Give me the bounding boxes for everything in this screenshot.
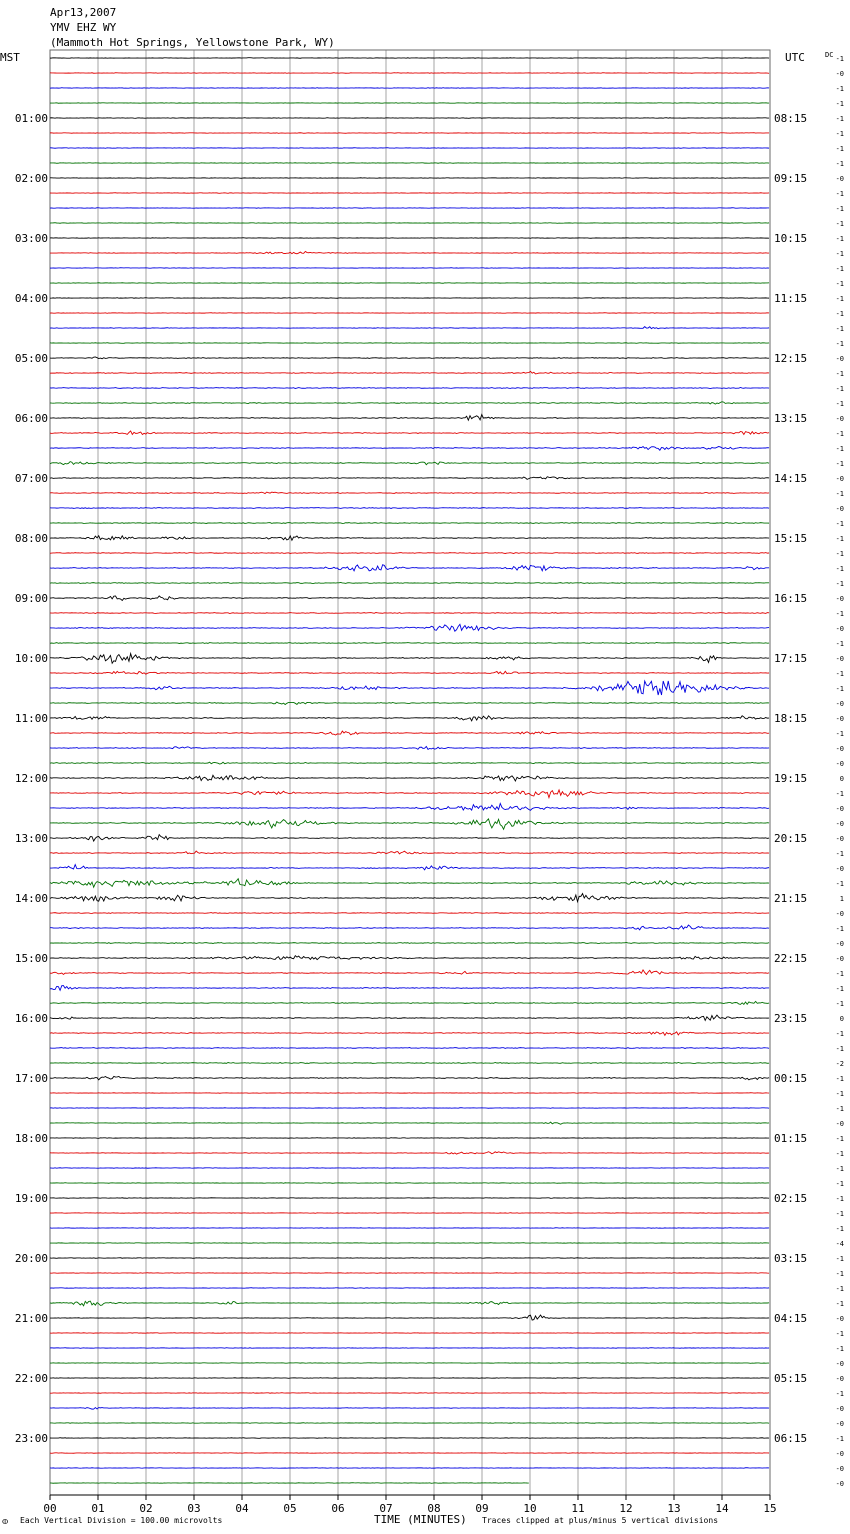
trace-line [50, 1243, 769, 1244]
utc-hour-label: 03:15 [774, 1252, 808, 1265]
trace-line [50, 582, 769, 583]
dc-offset-label: -0 [835, 1360, 844, 1368]
dc-offset-label: -1 [835, 130, 844, 138]
trace-line [50, 313, 769, 314]
clip-note: Traces clipped at plus/minus 5 vertical divisions [482, 1516, 719, 1525]
dc-offset-label: -1 [835, 310, 844, 318]
trace-line [50, 1333, 769, 1334]
mst-hour-labels [15, 112, 48, 1445]
mst-hour-label: 21:00 [14, 1312, 48, 1325]
dc-offset-label: -1 [835, 1345, 844, 1353]
trace-line [50, 1001, 769, 1004]
dc-offset-label: -0 [835, 760, 844, 768]
dc-offset-label: -1 [835, 280, 844, 288]
trace-line [50, 251, 769, 253]
utc-hour-label: 10:15 [774, 232, 808, 245]
trace-line [50, 1378, 769, 1379]
trace-line [50, 1108, 769, 1109]
dc-offset-label: -0 [835, 865, 844, 873]
trace-line [50, 1015, 769, 1020]
trace-line [50, 553, 769, 554]
trace-line [50, 208, 769, 209]
dc-offset-label: -0 [835, 820, 844, 828]
dc-offset-label: -0 [835, 835, 844, 843]
dc-offset-label: -0 [835, 595, 844, 603]
utc-hour-label: 21:15 [774, 892, 808, 905]
time-tick-label: 03 [187, 1502, 201, 1515]
dc-offset-label: -1 [835, 790, 844, 798]
trace-line [50, 775, 769, 781]
trace-line [50, 1093, 769, 1094]
trace-line [50, 790, 769, 798]
utc-hour-label: 15:15 [774, 532, 808, 545]
trace-line [50, 88, 769, 89]
utc-hour-label: 04:15 [774, 1312, 808, 1325]
dc-offset-label: -1 [835, 610, 844, 618]
utc-hour-label: 16:15 [774, 592, 808, 605]
trace-line [50, 1138, 769, 1139]
dc-offset-label: -1 [835, 1105, 844, 1113]
mst-hour-label: 12:00 [14, 772, 48, 785]
dc-offset-label: -0 [835, 1375, 844, 1383]
trace-line [50, 879, 769, 888]
time-tick-label: 08 [427, 1502, 441, 1515]
trace-line [50, 1183, 769, 1184]
dc-offset-label: -0 [835, 1420, 844, 1428]
dc-offset-label: -1 [835, 370, 844, 378]
mst-hour-label: 02:00 [14, 172, 48, 185]
trace-line [50, 223, 769, 224]
trace-line [50, 414, 769, 420]
dc-offset-label: -1 [835, 460, 844, 468]
dc-offset-label: -1 [835, 685, 844, 693]
trace-line [50, 268, 769, 269]
dc-offset-label: -1 [835, 580, 844, 588]
dc-offset-label: -1 [835, 1330, 844, 1338]
dc-offset-label: -1 [835, 1090, 844, 1098]
trace-line [50, 819, 769, 829]
dc-offset-header: DC [825, 51, 834, 59]
trace-line [50, 118, 769, 119]
dc-offset-label: -1 [835, 85, 844, 93]
dc-offset-label: -1 [835, 1075, 844, 1083]
dc-offset-label: -1 [835, 640, 844, 648]
mst-hour-label: 20:00 [14, 1252, 48, 1265]
mst-hour-label: 04:00 [14, 292, 48, 305]
trace-line [50, 508, 769, 509]
dc-offset-label: -0 [835, 475, 844, 483]
time-tick-label: 07 [379, 1502, 393, 1515]
dc-offset-label: -1 [835, 850, 844, 858]
time-tick-label: 09 [475, 1502, 489, 1515]
dc-offset-label: -1 [835, 1285, 844, 1293]
trace-line [50, 1438, 769, 1439]
trace-line [50, 681, 769, 695]
dc-offset-label: -0 [835, 715, 844, 723]
time-tick-label: 05 [283, 1502, 297, 1515]
trace-line [50, 970, 769, 975]
dc-offset-label: -1 [835, 190, 844, 198]
trace-line [50, 1408, 769, 1410]
dc-offset-label: -1 [835, 985, 844, 993]
utc-hour-label: 14:15 [774, 472, 808, 485]
dc-offset-label: -1 [835, 880, 844, 888]
plot-date: Apr13,2007 [50, 6, 117, 19]
dc-offset-label: -1 [835, 1165, 844, 1173]
dc-offset-label: -2 [835, 1060, 844, 1068]
mst-hour-label: 03:00 [14, 232, 48, 245]
utc-hour-label: 18:15 [774, 712, 808, 725]
utc-hour-label: 23:15 [774, 1012, 808, 1025]
dc-offset-label: -1 [835, 55, 844, 63]
dc-offset-label: -0 [835, 805, 844, 813]
trace-line [50, 956, 769, 960]
trace-line [50, 986, 769, 991]
dc-offset-label: -1 [835, 550, 844, 558]
utc-hour-label: 08:15 [774, 112, 808, 125]
mst-hour-label: 18:00 [14, 1132, 48, 1145]
mst-hour-label: 10:00 [14, 652, 48, 665]
dc-offset-label: -0 [835, 700, 844, 708]
trace-line [50, 913, 769, 914]
dc-offset-label: -1 [835, 1225, 844, 1233]
dc-offset-label: -1 [835, 490, 844, 498]
trace-line [50, 1348, 769, 1349]
trace-line [50, 1048, 769, 1049]
trace-line [50, 133, 769, 134]
dc-offset-label: -1 [835, 205, 844, 213]
dc-offset-labels [836, 55, 844, 1488]
utc-hour-label: 13:15 [774, 412, 808, 425]
mst-hour-label: 23:00 [14, 1432, 48, 1445]
mst-hour-label: 15:00 [14, 952, 48, 965]
dc-offset-label: -0 [835, 1405, 844, 1413]
trace-line [50, 73, 769, 74]
trace-line [50, 613, 769, 614]
dc-offset-label: -1 [835, 565, 844, 573]
dc-offset-label: -1 [835, 730, 844, 738]
dc-offset-label: -0 [835, 1465, 844, 1473]
dc-offset-label: -1 [835, 265, 844, 273]
time-axis [43, 1495, 776, 1515]
left-timezone-label: MST [0, 51, 20, 64]
dc-offset-label: -1 [835, 220, 844, 228]
dc-offset-label: -0 [835, 505, 844, 513]
time-axis-title: TIME (MINUTES) [374, 1513, 467, 1526]
time-tick-label: 06 [331, 1502, 345, 1515]
trace-line [50, 193, 769, 194]
dc-offset-label: -1 [835, 160, 844, 168]
dc-offset-label: -1 [835, 970, 844, 978]
right-timezone-label: UTC [785, 51, 805, 64]
trace-line [50, 1423, 769, 1424]
mst-hour-label: 09:00 [14, 592, 48, 605]
mst-hour-label: 14:00 [14, 892, 48, 905]
dc-offset-label: 1 [839, 895, 844, 903]
dc-offset-label: -1 [835, 1255, 844, 1263]
dc-offset-label: -4 [835, 1240, 844, 1248]
trace-line [50, 58, 769, 59]
dc-offset-label: -1 [835, 1195, 844, 1203]
trace-line [50, 163, 769, 164]
mst-hour-label: 13:00 [14, 832, 48, 845]
trace-line [50, 1198, 769, 1199]
trace-line [50, 851, 769, 854]
trace-line [50, 492, 769, 493]
utc-hour-label: 12:15 [774, 352, 808, 365]
trace-line [50, 327, 769, 329]
dc-offset-label: 0 [839, 1015, 844, 1023]
trace-line [50, 624, 769, 631]
trace-line [50, 298, 769, 299]
trace-line [50, 702, 769, 704]
dc-offset-label: -1 [835, 1045, 844, 1053]
trace-line [50, 565, 769, 571]
mst-hour-label: 08:00 [14, 532, 48, 545]
utc-hour-label: 09:15 [774, 172, 808, 185]
trace-line [50, 1453, 769, 1454]
trace-line [50, 462, 769, 465]
utc-hour-label: 01:15 [774, 1132, 808, 1145]
utc-hour-label: 02:15 [774, 1192, 808, 1205]
trace-line [50, 865, 769, 870]
time-tick-label: 14 [715, 1502, 729, 1515]
dc-offset-label: -0 [835, 415, 844, 423]
dc-offset-label: -1 [835, 100, 844, 108]
dc-offset-label: -0 [835, 655, 844, 663]
dc-offset-label: -0 [835, 175, 844, 183]
dc-offset-label: -1 [835, 535, 844, 543]
corner-mark: ⵀ [2, 1518, 9, 1526]
dc-offset-label: -1 [835, 1270, 844, 1278]
time-tick-label: 01 [91, 1502, 105, 1515]
trace-line [50, 716, 769, 721]
trace-line [50, 1288, 769, 1289]
station-location: (Mammoth Hot Springs, Yellowstone Park, WY) [50, 36, 335, 49]
dc-offset-label: -0 [835, 1450, 844, 1458]
trace-line [50, 523, 769, 524]
dc-offset-label: -1 [835, 145, 844, 153]
scale-note: Each Vertical Division = 100.00 microvolts [20, 1516, 223, 1525]
trace-line [50, 343, 769, 344]
trace-line [50, 431, 769, 435]
utc-hour-label: 20:15 [774, 832, 808, 845]
trace-line [50, 731, 769, 735]
seismic-traces [50, 58, 769, 1484]
dc-offset-label: -1 [835, 250, 844, 258]
trace-line [50, 654, 769, 664]
dc-offset-label: -0 [835, 1315, 844, 1323]
dc-offset-label: -1 [835, 385, 844, 393]
dc-offset-label: -1 [835, 325, 844, 333]
trace-line [50, 1213, 769, 1214]
trace-line [50, 1258, 769, 1259]
trace-line [50, 238, 769, 239]
dc-offset-label: -1 [835, 1390, 844, 1398]
mst-hour-label: 11:00 [14, 712, 48, 725]
trace-line [50, 643, 769, 644]
trace-line [50, 942, 769, 943]
dc-offset-label: -1 [835, 430, 844, 438]
mst-hour-label: 05:00 [14, 352, 48, 365]
trace-line [50, 1032, 769, 1036]
dc-offset-label: -1 [835, 520, 844, 528]
trace-line [50, 746, 769, 749]
dc-offset-label: -0 [835, 955, 844, 963]
utc-hour-label: 11:15 [774, 292, 808, 305]
trace-line [50, 477, 769, 480]
dc-offset-label: -0 [835, 1480, 844, 1488]
dc-offset-label: -0 [835, 70, 844, 78]
trace-line [50, 803, 769, 810]
time-tick-label: 15 [763, 1502, 777, 1515]
dc-offset-label: -1 [835, 1030, 844, 1038]
time-tick-label: 10 [523, 1502, 537, 1515]
trace-line [50, 536, 769, 541]
trace-line [50, 1168, 769, 1169]
utc-hour-label: 22:15 [774, 952, 808, 965]
dc-offset-label: -1 [835, 400, 844, 408]
trace-line [50, 1062, 769, 1063]
trace-line [50, 148, 769, 149]
trace-line [50, 103, 769, 104]
dc-offset-label: -1 [835, 670, 844, 678]
dc-offset-label: -1 [835, 1435, 844, 1443]
time-tick-label: 12 [619, 1502, 633, 1515]
trace-line [50, 283, 769, 284]
trace-line [50, 894, 769, 902]
trace-line [50, 1301, 769, 1306]
minute-gridlines [98, 50, 722, 1495]
dc-offset-label: -0 [835, 940, 844, 948]
dc-offset-label: -0 [835, 910, 844, 918]
dc-offset-label: -1 [835, 340, 844, 348]
dc-offset-label: -1 [835, 295, 844, 303]
time-tick-label: 00 [43, 1502, 57, 1515]
utc-hour-label: 00:15 [774, 1072, 808, 1085]
dc-offset-label: 0 [839, 775, 844, 783]
utc-hour-label: 19:15 [774, 772, 808, 785]
trace-line [50, 371, 769, 374]
dc-offset-label: -1 [835, 235, 844, 243]
dc-offset-label: -0 [835, 625, 844, 633]
trace-line [50, 1393, 769, 1394]
utc-hour-labels [774, 112, 807, 1445]
time-tick-label: 11 [571, 1502, 585, 1515]
trace-line [50, 1076, 769, 1079]
dc-offset-label: -1 [835, 1180, 844, 1188]
trace-line [50, 671, 769, 674]
dc-offset-label: -1 [835, 1135, 844, 1143]
trace-line [50, 835, 769, 841]
dc-offset-label: -1 [835, 115, 844, 123]
dc-offset-label: -1 [835, 1000, 844, 1008]
trace-line [50, 402, 769, 404]
mst-hour-label: 06:00 [14, 412, 48, 425]
trace-line [50, 178, 769, 179]
dc-offset-label: -1 [835, 1210, 844, 1218]
trace-line [50, 357, 769, 359]
trace-line [50, 925, 769, 930]
trace-line [50, 762, 769, 764]
dc-offset-label: -0 [835, 355, 844, 363]
trace-line [50, 1483, 529, 1484]
dc-offset-label: -0 [835, 1120, 844, 1128]
mst-hour-label: 19:00 [14, 1192, 48, 1205]
trace-line [50, 1122, 769, 1124]
dc-offset-label: -0 [835, 745, 844, 753]
trace-line [50, 447, 769, 451]
trace-line [50, 1363, 769, 1364]
trace-line [50, 596, 769, 601]
dc-offset-label: -1 [835, 445, 844, 453]
utc-hour-label: 05:15 [774, 1372, 808, 1385]
mst-hour-label: 16:00 [14, 1012, 48, 1025]
dc-offset-label: -1 [835, 1150, 844, 1158]
trace-line [50, 1315, 769, 1320]
trace-line [50, 1152, 769, 1154]
trace-line [50, 1273, 769, 1274]
trace-line [50, 1228, 769, 1229]
plot-frame [50, 50, 770, 1495]
mst-hour-label: 01:00 [14, 112, 48, 125]
utc-hour-label: 17:15 [774, 652, 808, 665]
time-tick-label: 13 [667, 1502, 681, 1515]
mst-hour-label: 22:00 [14, 1372, 48, 1385]
mst-hour-label: 17:00 [14, 1072, 48, 1085]
time-tick-label: 02 [139, 1502, 153, 1515]
station-code: YMV EHZ WY [50, 21, 117, 34]
trace-line [50, 387, 769, 388]
dc-offset-label: -1 [835, 1300, 844, 1308]
dc-offset-label: -1 [835, 925, 844, 933]
time-tick-label: 04 [235, 1502, 249, 1515]
utc-hour-label: 06:15 [774, 1432, 808, 1445]
mst-hour-label: 07:00 [14, 472, 48, 485]
